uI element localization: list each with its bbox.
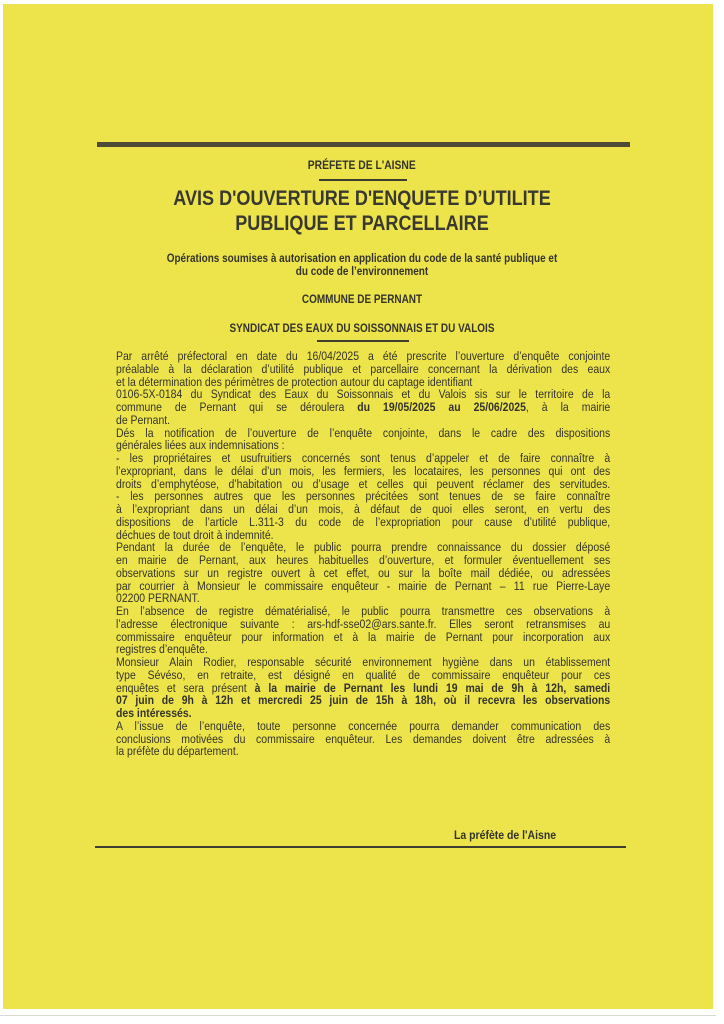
bottom-divider [95, 846, 626, 848]
body-line: générales liées aux indemnisations : [116, 438, 285, 453]
commune-heading: COMMUNE DE PERNANT [301, 293, 423, 306]
title-line-1: AVIS D'OUVERTURE D'ENQUETE D’UTILITE [173, 187, 551, 210]
body-line: 02200 PERNANT. [116, 591, 200, 606]
body-line: commissaire enquêteur pour information et à la mairie de Pernant pour incorporation aux [116, 629, 611, 644]
issuer: PRÉFETE DE L'AISNE [308, 158, 416, 172]
notice-body [116, 350, 610, 758]
body-line: par courrier à Monsieur le commissaire enquêteur - mairie de Pernant – 11 rue Pierre-Laye [116, 578, 611, 593]
signature: La préfète de l'Aisne [454, 828, 557, 842]
body-line: à l’expropriant dans un délai d’un mois, à défaut de quoi elles seront, en vertu des [116, 502, 611, 516]
body-line: de Pernant. [116, 412, 171, 427]
body-line-dates [116, 401, 610, 414]
body-line: observations sur un registre ouvert à cet effet, ou sur la boîte mail dédiée, ou adressées [116, 565, 611, 580]
body-line: la préfète du département. [116, 744, 239, 759]
text-run: commune de Pernant qui se déroulera [116, 400, 358, 414]
body-line: dispositions de l’article L.311-3 du code de l’expropriation pour cause d’utilité publique, [116, 514, 611, 529]
body-line: - les propriétaires et usufruitiers concernés sont tenus d’appeler et de faire connaître à [116, 451, 611, 465]
enquiry-dates: du 19/05/2025 au 25/06/2025 [357, 400, 526, 414]
body-line: 0106-5X-0184 du Syndicat des Eaux du Soissonnais et du Valois sis sur le territoire de la [116, 387, 611, 402]
syndicat-heading: SYNDICAT DES EAUX DU SOISSONNAIS ET DU VALOIS [229, 322, 495, 335]
title-line-2: PUBLIQUE ET PARCELLAIRE [235, 212, 489, 235]
body-line: Par arrêté préfectoral en date du 16/04/2025 a été prescrite l’ouverture d’enquête conjointe [116, 349, 611, 363]
text-run: , à la mairie [525, 400, 611, 414]
text-run: enquêtes et sera présent [116, 680, 255, 695]
scan-edge [0, 1015, 716, 1016]
subtitle-line-1: Opérations soumises à autorisation en application du code de la santé publique et [166, 252, 558, 265]
body-line: conclusions motivées du commissaire enquêteur. Les demandes doivent être adressées à [116, 731, 611, 746]
body-line: Pendant la durée de l’enquête, le public pourra prendre connaissance du dossier déposé [116, 540, 611, 555]
body-line-schedule: 07 juin de 9h à 12h et mercredi 25 juin de 15h à 18h, où il recevra les observations [116, 693, 611, 708]
syndicat-underline [317, 340, 409, 342]
issuer-underline [319, 179, 407, 181]
body-line: Dés la notification de l’ouverture de l’enquête conjointe, dans le cadre des dispositions [116, 425, 611, 440]
top-divider [97, 142, 630, 147]
body-line: En l’absence de registre dématérialisé, le public pourra transmettre ces observations à [116, 604, 611, 618]
body-line: Monsieur Alain Rodier, responsable sécurité environnement hygiène dans un établissement [116, 655, 611, 669]
body-line: déchues de tout droit à indemnité. [116, 527, 274, 542]
body-line: en mairie de Pernant, aux heures habituelles d’ouverture, et formuler éventuellement ses [116, 553, 611, 567]
body-line-email: l’adresse électronique suivante : ars-hdf-sse02@ars.sante.fr. Elles seront retransmises au [116, 616, 611, 631]
subtitle-line-2: du code de l’environnement [295, 265, 429, 278]
body-line: type Sévéso, en retraite, est désigné en qualité de commissaire enquêteur pour ces [116, 667, 611, 682]
body-line: A l’issue de l’enquête, toute personne concernée pourra demander communication des [116, 718, 611, 733]
body-line: registres d’enquête. [116, 642, 208, 657]
body-line: l’expropriant, dans le délai d’un mois, les fermiers, les locataires, les personnes qui ont des [116, 463, 611, 478]
body-line: - les personnes autres que les personnes précitées sont tenues de se faire connaître [116, 489, 611, 504]
body-line-schedule: des intéressés. [116, 706, 192, 720]
body-line: et la détermination des périmètres de protection autour du captage identifiant [116, 374, 473, 389]
body-line: préalable à la déclaration d’utilité publique et parcellaire concernant la dérivation des eaux [116, 361, 611, 376]
schedule-text: à la mairie de Pernant les lundi 19 mai de 9h à 12h, samedi [254, 680, 611, 695]
body-line: droits d’emphytéose, d’habitation ou d’usage et celles qui peuvent réclamer des servitudes. [116, 476, 611, 491]
